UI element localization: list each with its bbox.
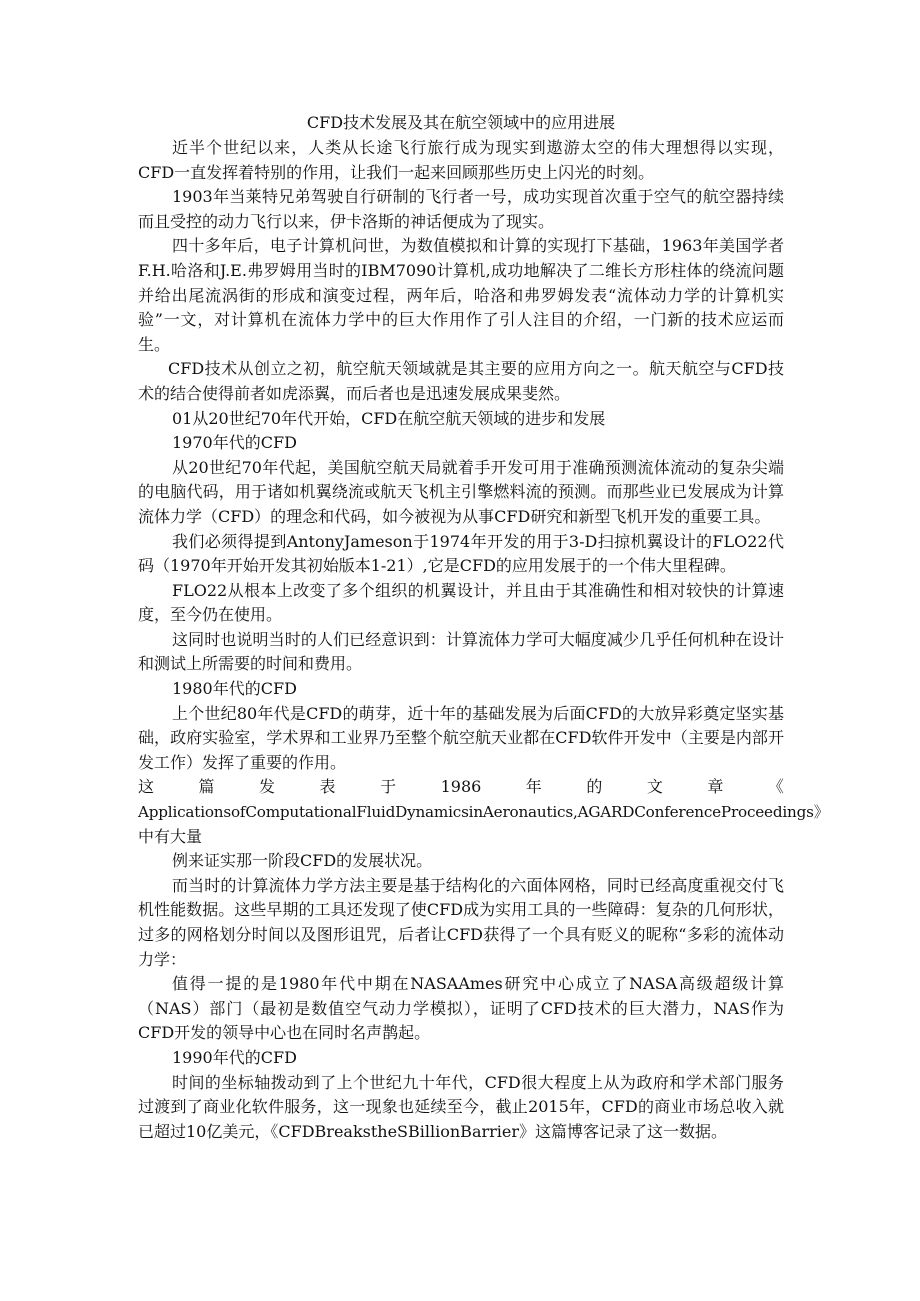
paragraph-1980-2: 例来证实那一阶段CFD的发展状况。 (172, 851, 433, 871)
citation-word: 1986 (440, 777, 482, 797)
paragraph-1980-3: 而当时的计算流体力学方法主要是基于结构化的六面体网格，同时已经高度重视交付飞机性能数据。这些早期的工具还发现了使CFD成为实用工具的一些障碍：复杂的几何形状，过多的网格划分时间以及图形诅咒，后者让CFD获得了一个具有贬义的昵称“多彩的流体动力学： (138, 875, 784, 969)
paragraph-intro-4: CFD技术从创立之初，航空航天领域就是其主要的应用方向之一。航天航空与CFD技术的结合使得前者如虎添翼，而后者也是迅速发展成果斐然。 (138, 359, 784, 403)
paragraph-intro-1: 近半个世纪以来，人类从长途飞行旅行成为现实到遨游太空的伟大理想得以实现，CFD一直发挥着特别的作用，让我们一起来回顾那些历史上闪光的时刻。 (138, 138, 784, 182)
heading-1990s: 1990年代的CFD (172, 1047, 297, 1067)
paragraph-1980-4: 值得一提的是1980年代中期在NASAAmes研究中心成立了NASA高级超级计算（NAS）部门（最初是数值空气动力学模拟），证明了CFD技术的巨大潜力，NAS作为CFD开发的领导中心也在同时名声鹊起。 (138, 974, 784, 1043)
paragraph-1970-2: 我们必须得提到AntonyJameson于1974年开发的用于3-D扫掠机翼设计的FLO22代码（1970年开始开发其初始版本1-21）,它是CFD的应用发展于的一个伟大里程碑。 (138, 531, 784, 576)
citation-word: 这 (138, 777, 155, 797)
citation-word: 文 (646, 777, 663, 797)
paragraph-1990-1: 时间的坐标轴拨动到了上个世纪九十年代，CFD很大程度上从为政府和学术部门服务过渡到了商业化软件服务，这一现象也延续至今，截止2015年，CFD的商业市场总收入就已超过10亿美元，《CFDBreakstheSBillionBarrier》这篇博客记录了这一数据。 (138, 1072, 784, 1141)
paragraph-1970-3: FLO22从根本上改变了多个组织的机翼设计，并且由于其准确性和相对较快的计算速度，至今仍在使用。 (138, 580, 784, 625)
citation-word: 的 (586, 777, 603, 797)
article-citation-line-2: ApplicationsofComputationalFluidDynamicsinAeronautics,AGARDConferenceProceedings》 (138, 803, 829, 822)
paragraph-intro-3: 四十多年后，电子计算机问世，为数值模拟和计算的实现打下基础，1963年美国学者F.H.哈洛和J.E.弗罗姆用当时的IBM7090计算机,成功地解决了二维长方形柱体的绕流问题并给出尾流涡街的形成和演变过程，两年后，哈洛和弗罗姆发表“流体动力学的计算机实验”一文，对计算机在流体力学中的巨大作用作了引人注目的介绍，一门新的技术应运而生。 (138, 236, 784, 354)
citation-word: 年 (525, 777, 542, 797)
section-heading-01: 01从20世纪70年代开始，CFD在航空航天领域的进步和发展 (172, 408, 606, 428)
heading-1970s: 1970年代的CFD (172, 433, 297, 453)
citation-word: 于 (380, 777, 397, 797)
paragraph-1970-1: 从20世纪70年代起，美国航空航天局就着手开发可用于准确预测流体流动的复杂尖端的电脑代码，用于诸如机翼绕流或航天飞机主引擎燃料流的预测。而那些业已发展成为计算流体力学（CFD）的理念和代码，如今被视为从事CFD研究和新型飞机开发的重要工具。 (138, 457, 784, 526)
citation-word: 《 (767, 777, 784, 797)
document-page (138, 110, 829, 1144)
citation-word: 章 (707, 777, 724, 797)
paragraph-1980-1: 上个世纪80年代是CFD的萌芽，近十年的基础发展为后面CFD的大放异彩奠定坚实基础，政府实验室，学术界和工业界乃至整个航空航天业都在CFD软件开发中（主要是内部开发工作）发挥了重要的作用。 (138, 703, 784, 772)
paragraph-intro-2: 1903年当莱特兄弟驾驶自行研制的飞行者一号，成功实现首次重于空气的航空器持续而且受控的动力飞行以来，伊卡洛斯的神话便成为了现实。 (138, 187, 784, 231)
paragraph-1970-4: 这同时也说明当时的人们已经意识到：计算流体力学可大幅度减少几乎任何机种在设计和测试上所需要的时间和费用。 (138, 629, 784, 674)
citation-word: 篇 (198, 777, 215, 797)
citation-word: 发 (259, 777, 276, 797)
article-citation-line-1 (138, 775, 784, 800)
heading-1980s: 1980年代的CFD (172, 679, 297, 699)
article-citation-line-3: 中有大量 (138, 826, 203, 846)
citation-word: 表 (319, 777, 336, 797)
document-title: CFD技术发展及其在航空领域中的应用进展 (306, 113, 616, 132)
